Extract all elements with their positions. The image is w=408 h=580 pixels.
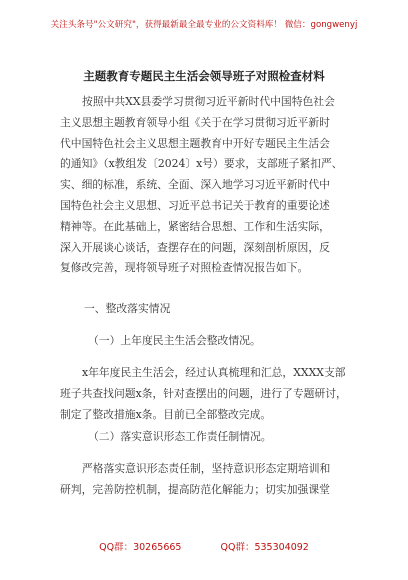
- paragraph-line: 研判，完善防控机制，提高防范化解能力；切实加强课堂: [60, 482, 330, 496]
- document-title: 主题教育专题民主生活会领导班子对照检查材料: [83, 69, 325, 83]
- paragraph-line: 班子共查找问题x条，针对查摆出的问题，进行了专题研讨，: [60, 386, 347, 400]
- qq-group-1: QQ群：30265665: [99, 542, 182, 553]
- subsection-paragraph: [60, 363, 360, 425]
- qq-group-2: QQ群：535304092: [220, 542, 309, 553]
- paragraph-line: 严格落实意识形态责任制，坚持意识形态定期培训和: [82, 462, 331, 475]
- paragraph-line: 复修改完善，现将领导班子对照检查情况报告如下。: [60, 261, 309, 275]
- paragraph-line: 精神等。在此基础上，紧密结合思想、工作和生活实际，: [60, 219, 330, 233]
- subsection-paragraph: [60, 459, 360, 501]
- intro-paragraph: [60, 92, 360, 279]
- paragraph-line: 实、细的标准，系统、全面、深入地学习习近平新时代中: [60, 178, 330, 192]
- subsection-heading: （二）落实意识形态工作责任制情况。: [88, 430, 272, 443]
- paragraph-line: 深入开展谈心谈话，查摆存在的问题，深刻剖析原因，反: [60, 240, 330, 254]
- header-banner: 关注头条号"公文研究"，获得最新最全最专业的公文资料库！ 微信：gongwenyj: [50, 20, 358, 30]
- subsection-heading: （一）上年度民主生活会整改情况。: [88, 334, 261, 347]
- paragraph-line: 的通知》（x教组发〔2024〕x号）要求，支部班子紧扣严、: [60, 157, 343, 171]
- paragraph-line: 制定了整改措施x条。目前已全部整改完成。: [60, 407, 272, 421]
- paragraph-line: 主义思想主题教育领导小组《关于在学习贯彻习近平新时: [60, 115, 330, 129]
- paragraph-line: 国特色社会主义思想、习近平总书记关于教育的重要论述: [60, 198, 330, 212]
- paragraph-line: x年年度民主生活会，经过认真梳理和汇总，XXXX支部: [82, 366, 346, 379]
- paragraph-line: 代中国特色社会主义思想主题教育中开好专题民主生活会: [60, 136, 330, 150]
- footer-contacts: [0, 539, 408, 553]
- section-heading: 一、整改落实情况: [84, 302, 171, 315]
- paragraph-line: 按照中共XX县委学习贯彻习近平新时代中国特色社会: [82, 95, 335, 108]
